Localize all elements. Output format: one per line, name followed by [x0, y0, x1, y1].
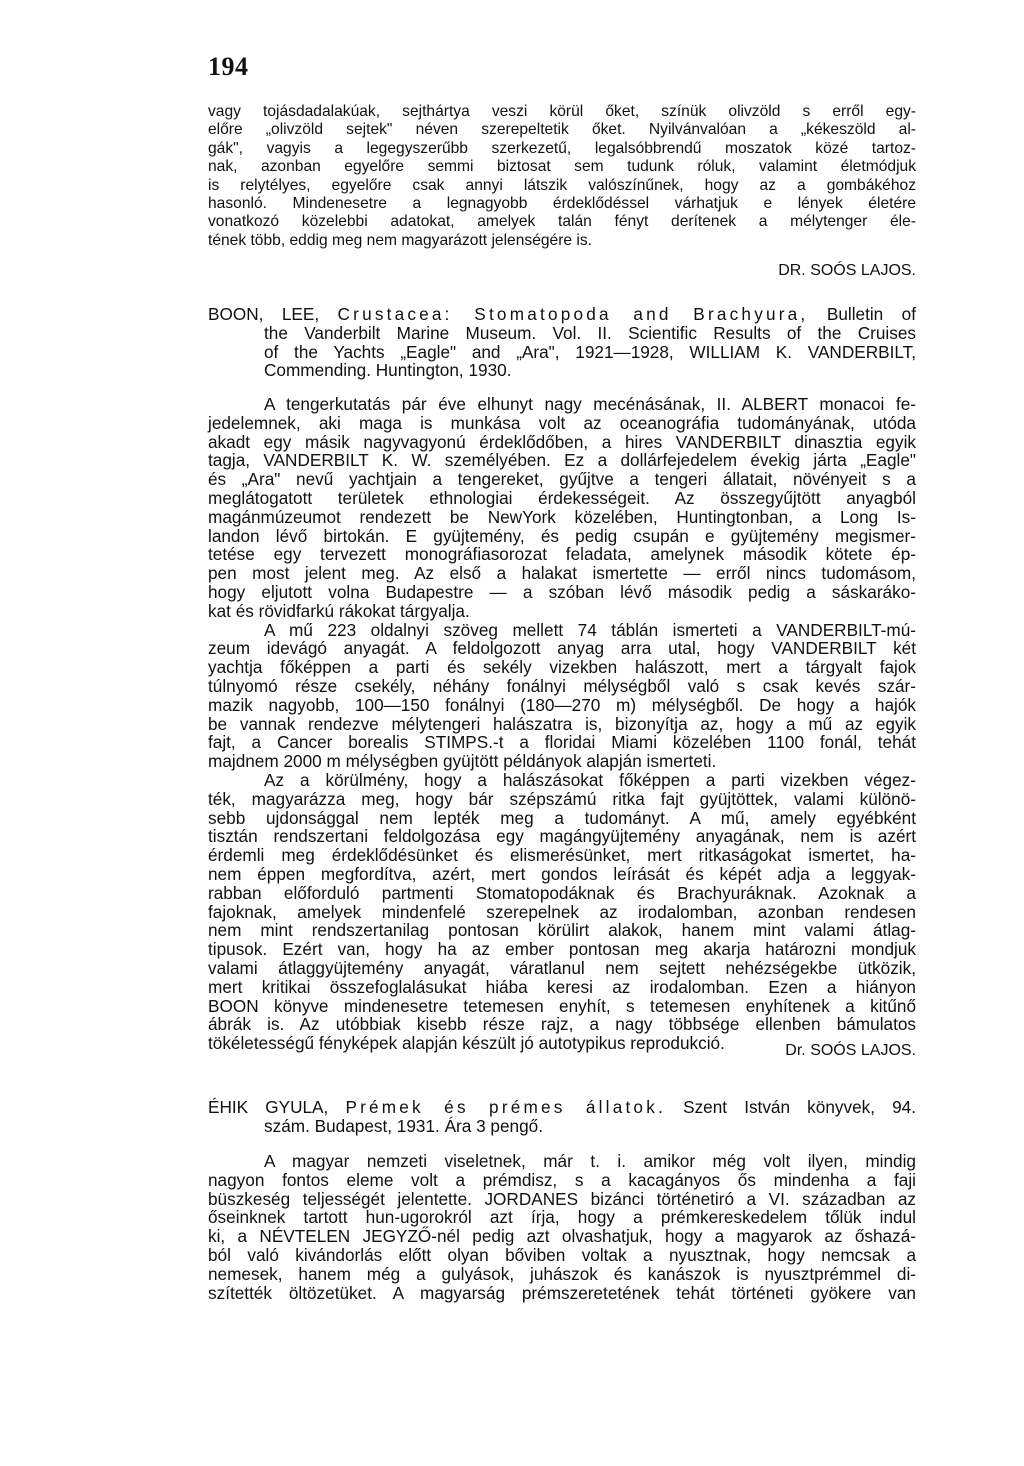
review-2-author: ÉHIK GYULA,: [208, 1097, 329, 1117]
text-line: mert kritikai összefoglalásukat hiába keresi az irodalomban. Ezen a hiányon: [208, 976, 916, 997]
text-line: tagja, VANDERBILT K. W. személyében. Ez a dollárfejedelem évekig járta „Eagle": [208, 450, 916, 471]
paragraph: [208, 621, 916, 771]
text-line: valami átlaggyüjtemény anyagát, váratlanul nem sejtett nehézségekbe ütközik,: [208, 957, 916, 978]
text-line: ábrák is. Az utóbbiak kisebb része rajz, a nagy többsége ellenben bámulatos: [208, 1014, 916, 1035]
text-line: előre „olivzöld sejtek" néven szerepeltetik őket. Nyilvánvalóan a „kékeszöld al-: [208, 121, 916, 139]
review-2-title: Prémek és prémes állatok.: [345, 1097, 666, 1117]
text-line: kat és rövidfarkú rákokat tárgyalja.: [208, 600, 470, 621]
reference-text: Bulletin of: [826, 304, 917, 324]
text-line: yachtja főképpen a parti és sekély vizekben halászott, mert a tárgyalt fajok: [208, 657, 916, 678]
reference-line: of the Yachts „Eagle" and „Ara", 1921—1928, WILLIAM K. VANDERBILT,: [264, 341, 916, 362]
text-line: tökéletességű fényképek alapján készült jó autotypikus reprodukció.: [208, 1033, 725, 1054]
text-line: meglátogatott területek ethnologiai érdekességeit. Az összegyűjtött anyagból: [208, 487, 916, 508]
text-line: nak, azonban egyelőre semmi biztosat sem tudunk róluk, valamint életmódjuk: [208, 158, 916, 176]
text-line: BOON könyve mindenesetre tetemesen enyhít, s tetemesen enyhítenek a kitűnő: [208, 995, 916, 1016]
text-line: vonatkozó közelebbi adatokat, amelyek talán fényt derítenek a mélytenger éle-: [208, 213, 916, 231]
text-line: is relytélyes, egyelőre csak annyi látszik valószínűnek, hogy az a gombákéhoz: [208, 176, 916, 194]
review-1-body: [208, 395, 916, 1053]
signature-2: Dr. SOÓS LAJOS.: [785, 1042, 916, 1059]
text-line: akadt egy másik nagyvagyonú érdeklődőben, a hires VANDERBILT dinasztia egyik: [208, 431, 916, 452]
text-line: majdnem 2000 m mélységben gyüjtött példányok alapján ismerteti.: [208, 751, 717, 772]
paragraph: [208, 395, 916, 621]
text-line: ték, magyarázza meg, hogy bár szépszámú ritka fajt gyüjtöttek, valami különö-: [208, 788, 916, 809]
review-1-reference: [208, 305, 916, 380]
text-line: fajt, a Cancer borealis STIMPS.-t a floridai Miami közelében 1100 fonál, tehát: [208, 732, 916, 753]
text-line: tetése egy tervezett monográfiasorozat feladata, amelynek második kötete ép-: [208, 544, 916, 565]
text-line: nem éppen megfordítva, azért, mert gondos leírását és képét adja a leggyak-: [208, 863, 916, 884]
text-line: tipusok. Ezért van, hogy ha az ember pontosan meg akarja határozni mondjuk: [208, 939, 916, 960]
text-line: nem mint rendszertanilag pontosan körülirt alakok, hanem mint valami átlag-: [208, 920, 916, 941]
text-line: rabban előforduló partmenti Stomatopodáknak és Brachyuráknak. Azoknak a: [208, 882, 916, 903]
text-line: sebb ujdonsággal nem lepték meg a tudományt. A mű, amely egyébként: [208, 807, 916, 828]
text-line: érdemli meg érdeklődésünket és elismerésünket, mert ritkaságokat ismertet, ha-: [208, 845, 916, 866]
text-line: tének több, eddig meg nem magyarázott jelenségére is.: [208, 231, 593, 249]
text-line: A magyar nemzeti viseletnek, már t. i. amikor még volt ilyen, mindig: [264, 1151, 916, 1171]
review-2-reference: [208, 1098, 916, 1136]
text-line: vagy tojásdadalakúak, sejthártya veszi körül őket, színük olivzöld s erről egy-: [208, 103, 916, 120]
paragraph: [208, 771, 916, 1053]
text-line: és „Ara" nevű yachtjain a tengereket, gyűjtve a tengeri állatait, növényeit s a: [208, 469, 916, 490]
text-line: szítették öltözetüket. A magyarság prémszeretetének tehát történeti gyökere van: [208, 1282, 916, 1303]
text-line: ki, a NÉVTELEN JEGYZŐ-nél pedig azt olvashatjuk, hogy a magyarok az őshazá-: [208, 1226, 916, 1247]
reference-line: [208, 305, 916, 324]
page-number: 194: [208, 52, 249, 81]
text-line: túlnyomó része csekély, néhány fonálnyi mélységből való s csak kevés szár-: [208, 675, 916, 696]
reference-text: Szent István könyvek, 94.: [683, 1097, 917, 1117]
signature-1: DR. SOÓS LAJOS.: [778, 262, 916, 279]
text-line: zeum idevágó anyagát. A feldolgozott anyag arra utal, hogy VANDERBILT két: [208, 638, 916, 659]
text-line: A tengerkutatás pár éve elhunyt nagy mecénásának, II. ALBERT monacoi fe-: [264, 394, 916, 414]
text-line: hogy eljutott volna Budapestre — a szóban lévő második pedig a sáskarákо-: [208, 581, 916, 602]
text-line: őseinknek tartott hun-ugorokról azt írja, hogy a prémkereskedelem tőlük indul: [208, 1207, 916, 1228]
reference-line: Commending. Huntington, 1930.: [264, 360, 512, 381]
reference-line: the Vanderbilt Marine Museum. Vol. II. Scientific Results of the Cruises: [264, 322, 916, 343]
text-line: hasonló. Mindenesetre a legnagyobb érdeklődéssel várhatjuk e lények életére: [208, 195, 916, 213]
text-line: A mű 223 oldalnyi szöveg mellett 74 táblán ismerteti a VANDERBILT-mú-: [264, 619, 916, 640]
text-line: landon lévő birtokán. E gyüjtemény, és pedig csupán e gyüjtemény megismer-: [208, 525, 916, 546]
intro-paragraph: [208, 103, 916, 250]
text-line: mazik nagyobb, 100—150 fonálnyi (180—270 m) mélységből. De hogy a hajók: [208, 694, 916, 715]
reference-line: szám. Budapest, 1931. Ára 3 pengő.: [264, 1115, 544, 1136]
text-line: nemesek, hanem még a gulyások, juhászok és kanászok is nyusztprémmel di-: [208, 1263, 916, 1284]
text-line: Az a körülmény, hogy a halászásokat főképpen a parti vizekben végez-: [264, 769, 916, 790]
review-1-author: BOON, LEE,: [208, 304, 320, 324]
text-line: gák", vagyis a legegyszerűbb szerkezetű, legalsóbbrendű moszatok közé tartoz-: [208, 139, 916, 157]
text-line: jedelemnek, aki maga is munkása volt az oceanográfia tudományának, utóda: [208, 412, 916, 433]
text-line: be vannak rendezve mélytengeri halászatra is, bizonyítja az, hogy a mű az egyik: [208, 713, 916, 734]
review-2-body: [208, 1152, 916, 1302]
text-line: magánmúzeumot rendezett be NewYork közelében, Huntingtonban, a Long Is-: [208, 506, 916, 527]
reference-line: [208, 1098, 916, 1117]
text-line: pen most jelent meg. Az első a halakat ismertette — erről nincs tudomásom,: [208, 563, 916, 584]
text-line: ból való kivándorlás előtt olyan bőviben voltak a nyusztnak, hogy nemcsak a: [208, 1244, 916, 1265]
text-line: büszkeség teljességét jelentette. JORDANES bizánci történetiró a VI. században az: [208, 1188, 916, 1209]
text-line: nagyon fontos eleme volt a prémdisz, s a kacagányos ős mindenha a faji: [208, 1169, 916, 1190]
review-1-title: Crustacea: Stomatopoda and Brachyura,: [337, 304, 809, 324]
text-line: tisztán rendszertani feldolgozása egy magángyüjtemény anyagának, nem is azért: [208, 826, 916, 847]
text-line: fajoknak, amelyek mindenfelé szerepelnek az irodalomban, azonban rendesen: [208, 901, 916, 922]
